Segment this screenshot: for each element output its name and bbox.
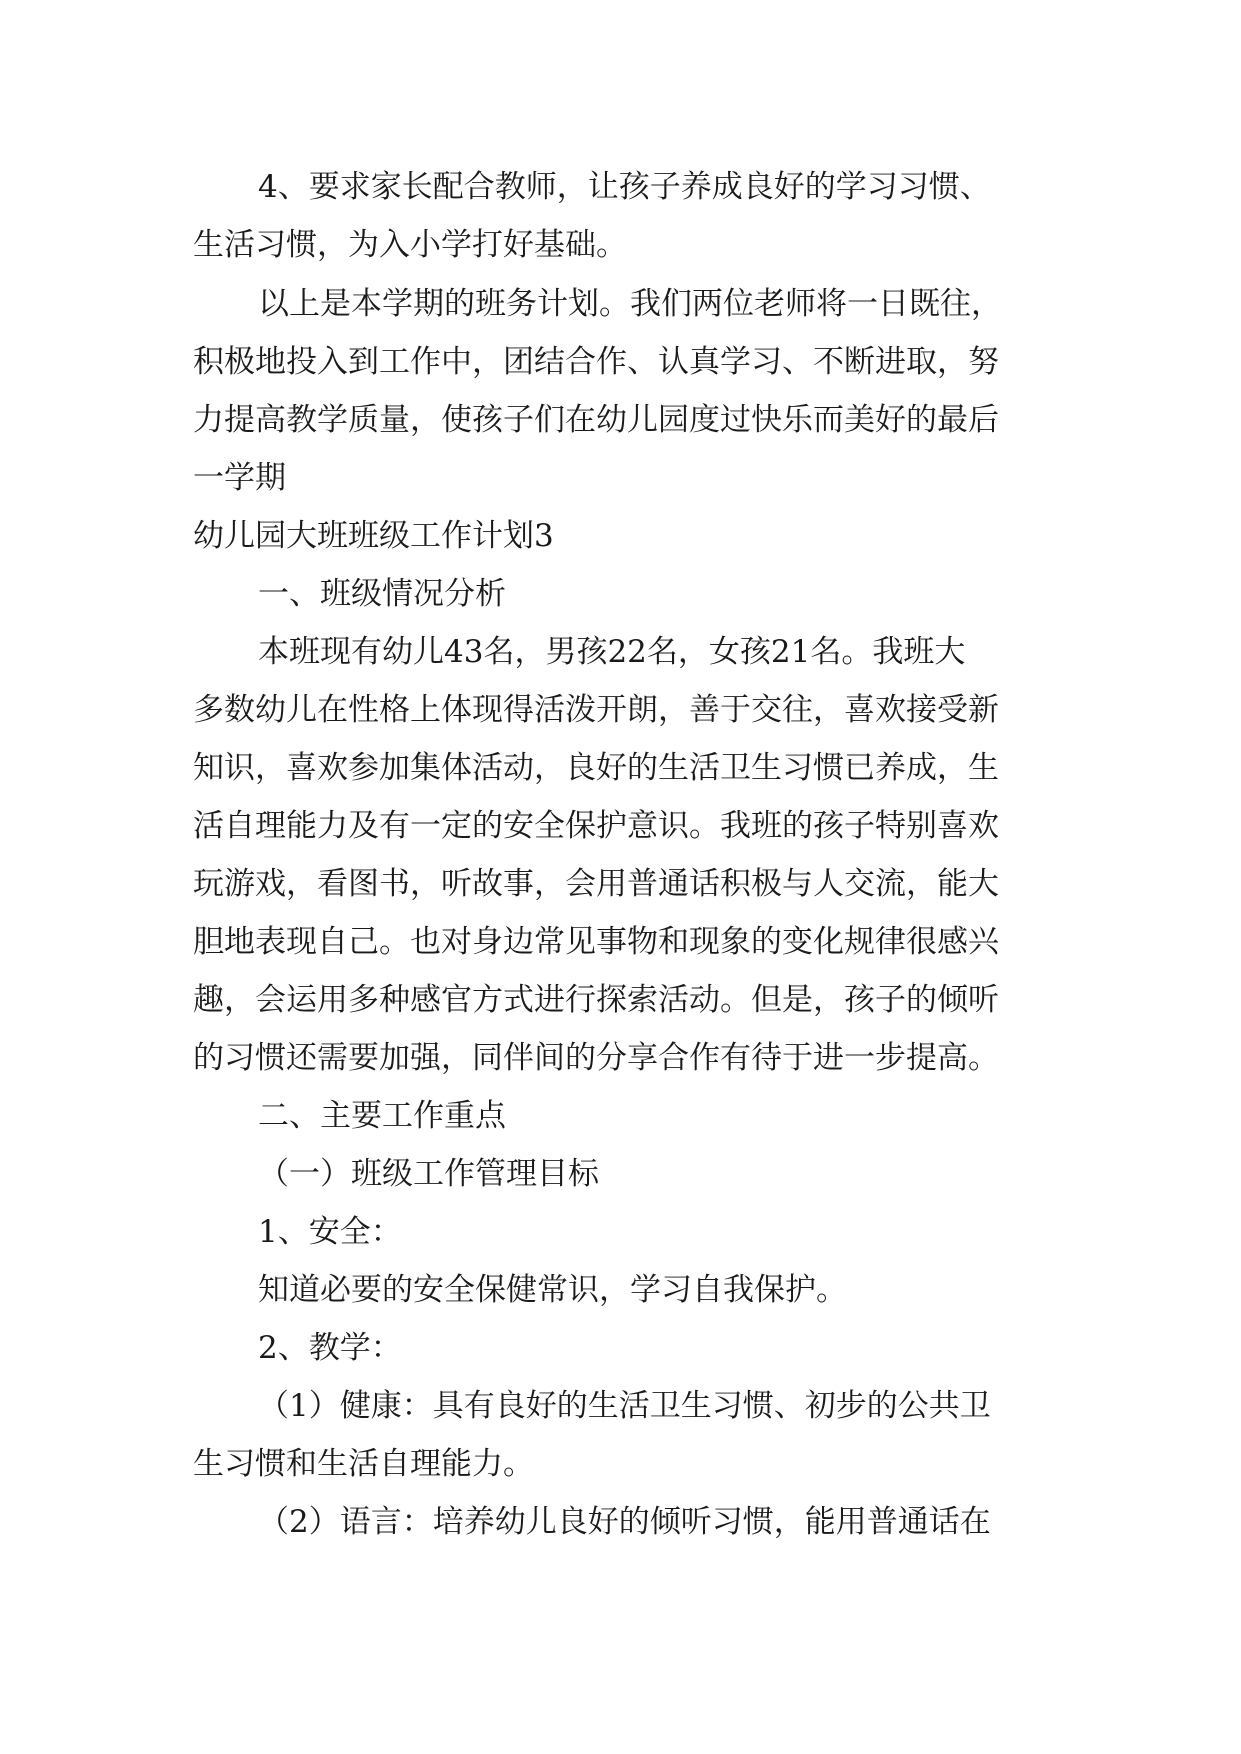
text-line: 4、要求家长配合教师，让孩子养成良好的学习习惯、 — [258, 169, 991, 205]
text-line: 以上是本学期的班务计划。我们两位老师将一日既往， — [258, 286, 1002, 322]
text-line: 多数幼儿在性格上体现得活泼开朗，善于交往，喜欢接受新 — [193, 692, 999, 728]
subheading: （一）班级工作管理目标 — [258, 1156, 599, 1192]
text-line: 的习惯还需要加强，同伴间的分享合作有待于进一步提高。 — [193, 1040, 999, 1076]
text-line: 本班现有幼儿43名，男孩22名，女孩21名。我班大 — [258, 634, 966, 670]
list-item-heading: 2、教学： — [258, 1330, 402, 1366]
text-line: 知识，喜欢参加集体活动，良好的生活卫生习惯已养成，生 — [193, 750, 999, 786]
text-line: （1）健康：具有良好的生活卫生习惯、初步的公共卫 — [258, 1388, 991, 1424]
section-title: 幼儿园大班班级工作计划3 — [193, 518, 554, 554]
heading: 二、主要工作重点 — [258, 1098, 506, 1134]
text-line: 力提高教学质量，使孩子们在幼儿园度过快乐而美好的最后 — [193, 402, 999, 438]
text-line: 积极地投入到工作中，团结合作、认真学习、不断进取，努 — [193, 344, 999, 380]
text-line: 玩游戏，看图书，听故事，会用普通话积极与人交流，能大 — [193, 866, 999, 902]
list-item-heading: 1、安全： — [258, 1214, 402, 1250]
text-line: 生活习惯，为入小学打好基础。 — [193, 227, 627, 263]
heading: 一、班级情况分析 — [258, 576, 506, 612]
text-line: 生习惯和生活自理能力。 — [193, 1446, 534, 1482]
text-line: 知道必要的安全保健常识，学习自我保护。 — [258, 1272, 847, 1308]
text-line: 一学期 — [193, 460, 286, 496]
text-line: 胆地表现自己。也对身边常见事物和现象的变化规律很感兴 — [193, 924, 999, 960]
text-line: （2）语言：培养幼儿良好的倾听习惯，能用普通话在 — [258, 1504, 991, 1540]
text-line: 趣，会运用多种感官方式进行探索活动。但是，孩子的倾听 — [193, 982, 999, 1018]
text-line: 活自理能力及有一定的安全保护意识。我班的孩子特别喜欢 — [193, 808, 999, 844]
